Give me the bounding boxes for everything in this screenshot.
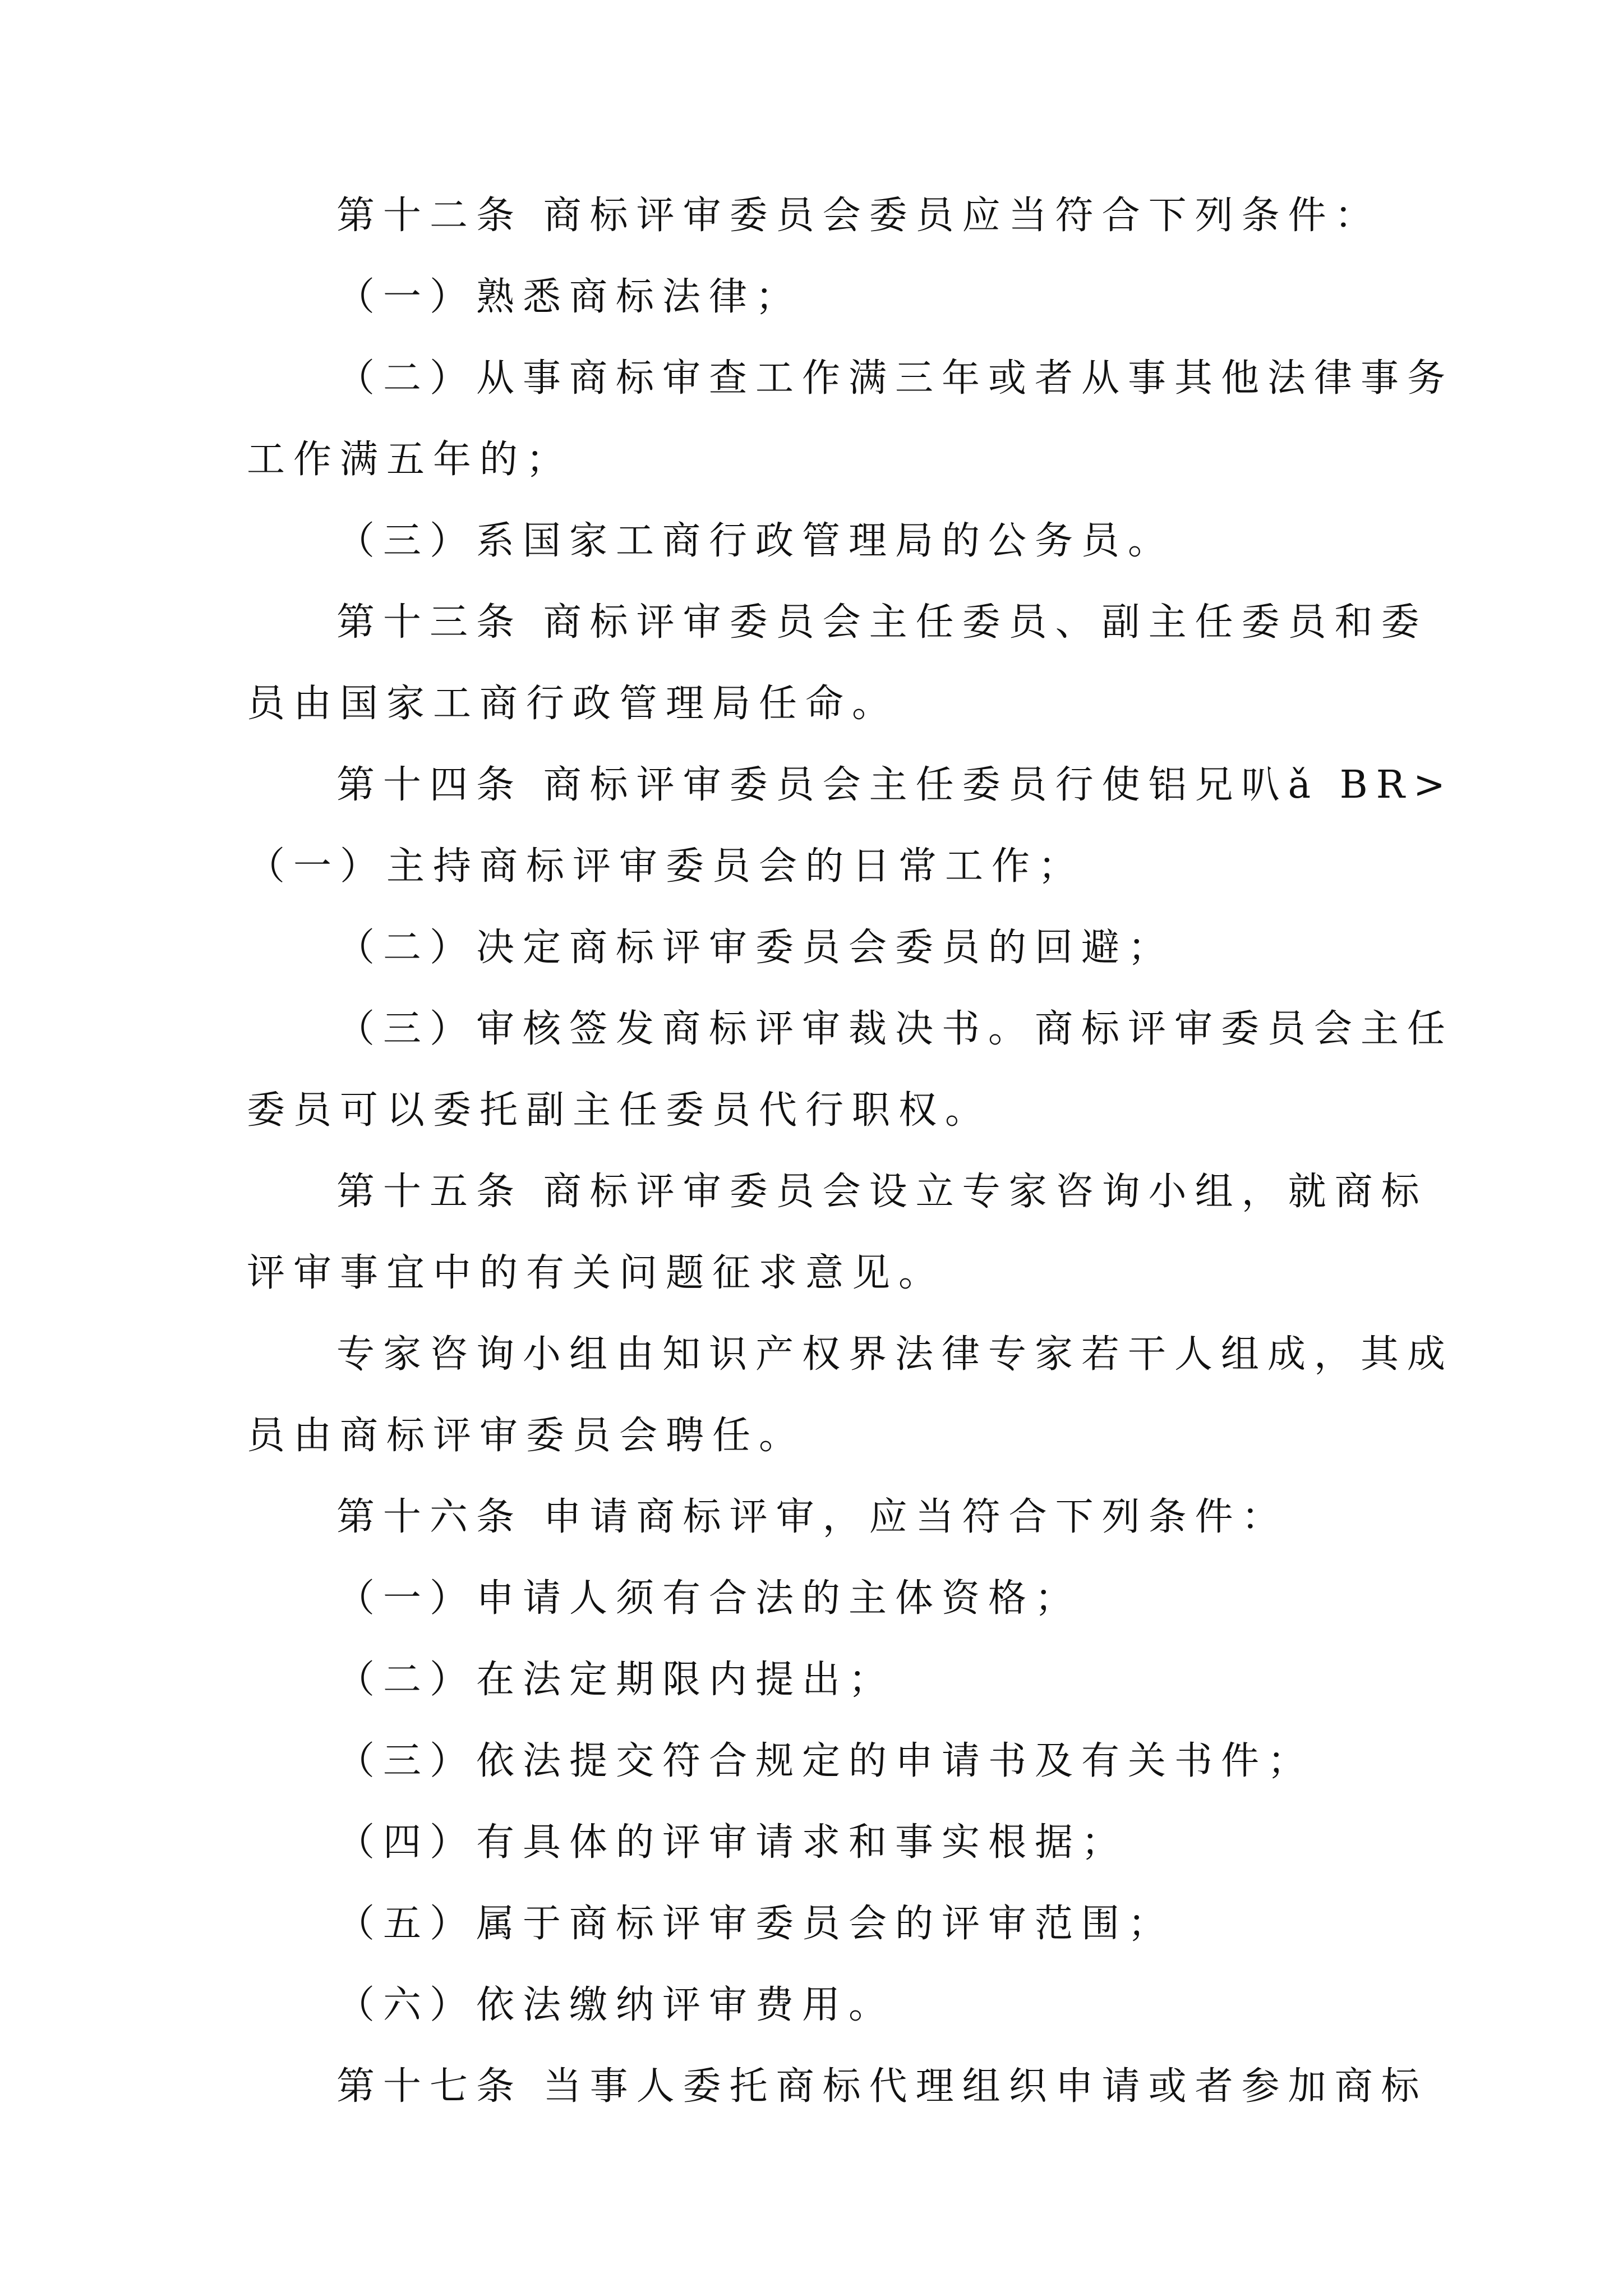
article-16-item-5: （五）属于商标评审委员会的评审范围； xyxy=(336,1902,1175,1946)
article-15: 第十五条 商标评审委员会设立专家咨询小组，就商标 xyxy=(336,1170,1428,1214)
article-14-item-1: （一）主持商标评审委员会的日常工作； xyxy=(247,844,1085,889)
article-14-item-2: （二）决定商标评审委员会委员的回避； xyxy=(336,926,1175,970)
article-12-heading: 第十二条 商标评审委员会委员应当符合下列条件： xyxy=(336,194,1381,238)
article-16-item-3: （三）依法提交符合规定的申请书及有关书件； xyxy=(336,1739,1315,1783)
article-13: 第十三条 商标评审委员会主任委员、副主任委员和委 xyxy=(336,600,1428,645)
article-14-heading: 第十四条 商标评审委员会主任委员行使铝兄叭ǎ BR> xyxy=(336,763,1454,807)
article-15-para-2: 专家咨询小组由知识产权界法律专家若干人组成，其成 xyxy=(336,1332,1454,1377)
article-14-item-3: （三）审核签发商标评审裁决书。商标评审委员会主任 xyxy=(336,1007,1454,1051)
article-13-cont: 员由国家工商行政管理局任命。 xyxy=(247,682,899,726)
article-15-para-2-cont: 员由商标评审委员会聘任。 xyxy=(247,1414,806,1458)
article-12-item-1: （一）熟悉商标法律； xyxy=(336,275,803,319)
article-16-item-6: （六）依法缴纳评审费用。 xyxy=(336,1983,896,2027)
article-12-item-3: （三）系国家工商行政管理局的公务员。 xyxy=(336,519,1175,563)
article-16-item-1: （一）申请人须有合法的主体资格； xyxy=(336,1576,1082,1621)
article-16-item-4: （四）有具体的评审请求和事实根据； xyxy=(336,1820,1128,1865)
article-12-item-2: （二）从事商标审查工作满三年或者从事其他法律事务 xyxy=(336,356,1454,401)
article-14-item-3-cont: 委员可以委托副主任委员代行职权。 xyxy=(247,1088,992,1133)
article-15-cont: 评审事宜中的有关问题征求意见。 xyxy=(247,1251,946,1295)
article-16-item-2: （二）在法定期限内提出； xyxy=(336,1658,896,1702)
article-12-item-2-cont: 工作满五年的； xyxy=(247,438,573,482)
article-17: 第十七条 当事人委托商标代理组织申请或者参加商标 xyxy=(336,2064,1428,2109)
article-16-heading: 第十六条 申请商标评审，应当符合下列条件： xyxy=(336,1495,1288,1539)
